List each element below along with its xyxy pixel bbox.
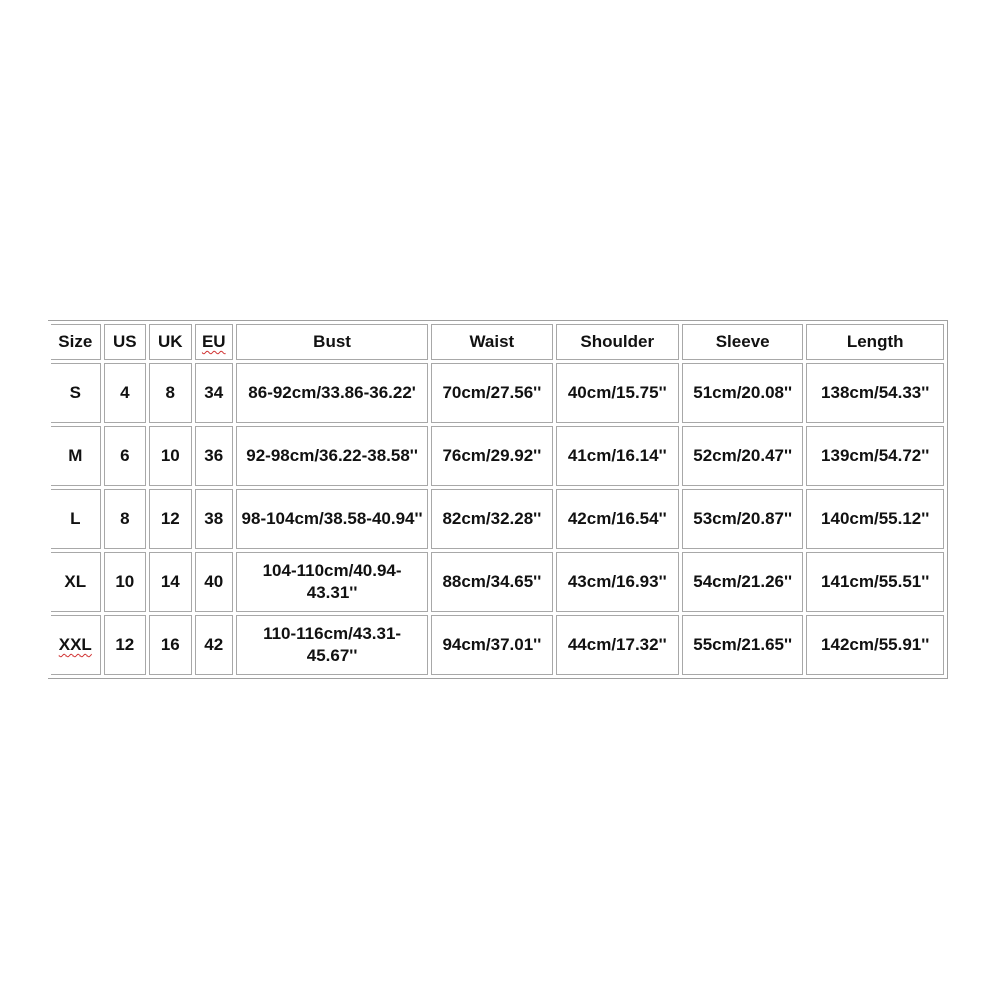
cell-size: L xyxy=(51,489,101,549)
cell-bust: 92-98cm/36.22-38.58'' xyxy=(236,426,428,486)
cell-bust: 98-104cm/38.58-40.94'' xyxy=(236,489,428,549)
header-sleeve: Sleeve xyxy=(682,324,803,360)
cell-bust: 86-92cm/33.86-36.22' xyxy=(236,363,428,423)
header-row xyxy=(51,324,944,360)
table-row xyxy=(51,426,944,486)
cell-length: 141cm/55.51'' xyxy=(806,552,944,612)
header-size: Size xyxy=(51,324,101,360)
header-shoulder: Shoulder xyxy=(556,324,679,360)
cell-uk: 14 xyxy=(149,552,191,612)
table-row xyxy=(51,489,944,549)
table-row xyxy=(51,363,944,423)
cell-uk: 12 xyxy=(149,489,191,549)
cell-sleeve: 51cm/20.08'' xyxy=(682,363,803,423)
cell-uk: 8 xyxy=(149,363,191,423)
cell-waist: 88cm/34.65'' xyxy=(431,552,552,612)
cell-waist: 76cm/29.92'' xyxy=(431,426,552,486)
table-row xyxy=(51,615,944,675)
cell-uk: 16 xyxy=(149,615,191,675)
cell-us: 4 xyxy=(104,363,146,423)
cell-us: 12 xyxy=(104,615,146,675)
header-bust: Bust xyxy=(236,324,428,360)
cell-bust: 110-116cm/43.31-45.67'' xyxy=(236,615,428,675)
cell-uk: 10 xyxy=(149,426,191,486)
cell-size: XL xyxy=(51,552,101,612)
cell-size: S xyxy=(51,363,101,423)
cell-shoulder: 44cm/17.32'' xyxy=(556,615,679,675)
cell-shoulder: 43cm/16.93'' xyxy=(556,552,679,612)
cell-size: M xyxy=(51,426,101,486)
header-eu: EU xyxy=(195,324,233,360)
header-length: Length xyxy=(806,324,944,360)
cell-eu: 42 xyxy=(195,615,233,675)
cell-shoulder: 40cm/15.75'' xyxy=(556,363,679,423)
cell-eu: 38 xyxy=(195,489,233,549)
cell-shoulder: 41cm/16.14'' xyxy=(556,426,679,486)
cell-sleeve: 53cm/20.87'' xyxy=(682,489,803,549)
size-chart-table xyxy=(48,320,948,679)
cell-shoulder: 42cm/16.54'' xyxy=(556,489,679,549)
cell-sleeve: 52cm/20.47'' xyxy=(682,426,803,486)
table-row xyxy=(51,552,944,612)
cell-size: XXL xyxy=(51,615,101,675)
cell-length: 139cm/54.72'' xyxy=(806,426,944,486)
cell-waist: 94cm/37.01'' xyxy=(431,615,552,675)
header-uk: UK xyxy=(149,324,191,360)
cell-sleeve: 55cm/21.65'' xyxy=(682,615,803,675)
cell-eu: 40 xyxy=(195,552,233,612)
cell-length: 138cm/54.33'' xyxy=(806,363,944,423)
cell-us: 10 xyxy=(104,552,146,612)
header-us: US xyxy=(104,324,146,360)
cell-bust: 104-110cm/40.94-43.31'' xyxy=(236,552,428,612)
cell-us: 6 xyxy=(104,426,146,486)
cell-length: 140cm/55.12'' xyxy=(806,489,944,549)
cell-sleeve: 54cm/21.26'' xyxy=(682,552,803,612)
cell-length: 142cm/55.91'' xyxy=(806,615,944,675)
header-waist: Waist xyxy=(431,324,552,360)
cell-waist: 70cm/27.56'' xyxy=(431,363,552,423)
cell-us: 8 xyxy=(104,489,146,549)
cell-eu: 36 xyxy=(195,426,233,486)
cell-eu: 34 xyxy=(195,363,233,423)
cell-waist: 82cm/32.28'' xyxy=(431,489,552,549)
